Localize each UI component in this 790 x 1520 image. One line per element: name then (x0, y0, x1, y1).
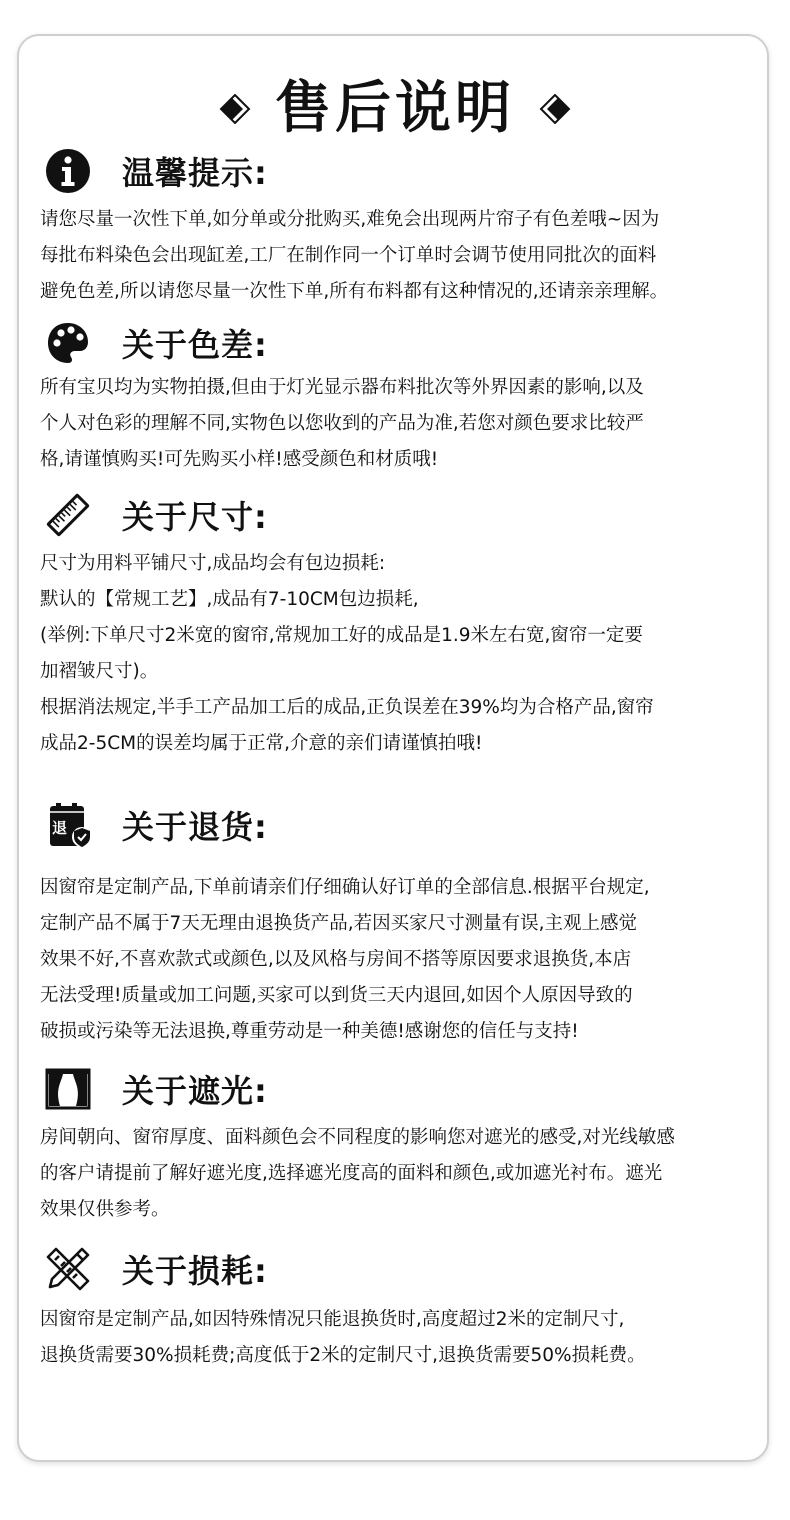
section-body-tips (40, 202, 765, 310)
section-heading-color (44, 318, 268, 368)
section-heading-tips (44, 146, 268, 196)
section-heading-blackout (44, 1064, 268, 1114)
paragraph-line: 成品2-5CM的误差均属于正常,介意的亲们请谨慎拍哦! (40, 733, 483, 754)
section-body-blackout (40, 1120, 765, 1228)
paragraph-line: 所有宝贝均为实物拍摄,但由于灯光显示器布料批次等外界因素的影响,以及 (40, 377, 644, 398)
info-icon (44, 147, 92, 195)
section-heading-size (44, 490, 268, 540)
section-title: 关于色差: (122, 326, 268, 364)
paragraph-line: 的客户请提前了解好遮光度,选择遮光度高的面料和颜色,或加遮光衬布。遮光 (40, 1163, 663, 1184)
paragraph-line: 房间朝向、窗帘厚度、面料颜色会不同程度的影响您对遮光的感受,对光线敏感 (40, 1127, 675, 1148)
return-icon (44, 801, 92, 849)
palette-icon (44, 319, 92, 367)
paragraph-line: 尺寸为用料平铺尺寸,成品均会有包边损耗: (40, 553, 386, 574)
diamond-left-icon (215, 94, 255, 124)
paragraph-line: 因窗帘是定制产品,如因特殊情况只能退换货时,高度超过2米的定制尺寸, (40, 1309, 625, 1330)
paragraph-line: 根据消法规定,半手工产品加工后的成品,正负误差在39%均为合格产品,窗帘 (40, 697, 654, 718)
paragraph-line: (举例:下单尺寸2米宽的窗帘,常规加工好的成品是1.9米左右宽,窗帘一定要 (40, 625, 643, 646)
diamond-right-icon (535, 94, 575, 124)
title-row (0, 74, 790, 144)
ruler-icon (44, 491, 92, 539)
paragraph-line: 默认的【常规工艺】,成品有7-10CM包边损耗, (40, 589, 419, 610)
section-title: 关于退货: (122, 808, 268, 846)
return-icon-text: 退 (52, 819, 68, 837)
paragraph-line: 格,请谨慎购买!可先购买小样!感受颜色和材质哦! (40, 449, 439, 470)
paragraph-line: 无法受理!质量或加工问题,买家可以到货三天内退回,如因个人原因导致的 (40, 985, 633, 1006)
section-body-loss (40, 1302, 765, 1374)
paragraph-line: 退换货需要30%损耗费;高度低于2米的定制尺寸,退换货需要50%损耗费。 (40, 1345, 646, 1366)
paragraph-line: 每批布料染色会出现缸差,工厂在制作同一个订单时会调节使用同批次的面料 (40, 245, 657, 266)
paragraph-line: 效果仅供参考。 (40, 1199, 170, 1220)
paragraph-line: 效果不好,不喜欢款式或颜色,以及风格与房间不搭等原因要求退换货,本店 (40, 949, 632, 970)
paragraph-line: 加褶皱尺寸)。 (40, 661, 159, 682)
paragraph-line: 请您尽量一次性下单,如分单或分批购买,难免会出现两片帘子有色差哦~因为 (40, 209, 660, 230)
section-title: 关于遮光: (122, 1072, 268, 1110)
section-body-color (40, 370, 765, 478)
paragraph-line: 避免色差,所以请您尽量一次性下单,所有布料都有这种情况的,还请亲亲理解。 (40, 281, 669, 302)
curtain-icon (44, 1065, 92, 1113)
ruler-pencil-icon (44, 1245, 92, 1293)
section-heading-return (44, 800, 268, 850)
section-title: 关于损耗: (122, 1252, 268, 1290)
section-title: 温馨提示: (122, 154, 268, 192)
paragraph-line: 个人对色彩的理解不同,实物色以您收到的产品为准,若您对颜色要求比较严 (40, 413, 644, 434)
paragraph-line: 破损或污染等无法退换,尊重劳动是一种美德!感谢您的信任与支持! (40, 1021, 579, 1042)
section-heading-loss (44, 1244, 268, 1294)
section-body-return (40, 870, 765, 1050)
paragraph-line: 定制产品不属于7天无理由退换货产品,若因买家尺寸测量有误,主观上感觉 (40, 913, 638, 934)
page-title: 售后说明 (275, 76, 515, 141)
section-title: 关于尺寸: (122, 498, 268, 536)
paragraph-line: 因窗帘是定制产品,下单前请亲们仔细确认好订单的全部信息.根据平台规定, (40, 877, 650, 898)
section-body-size (40, 546, 765, 762)
